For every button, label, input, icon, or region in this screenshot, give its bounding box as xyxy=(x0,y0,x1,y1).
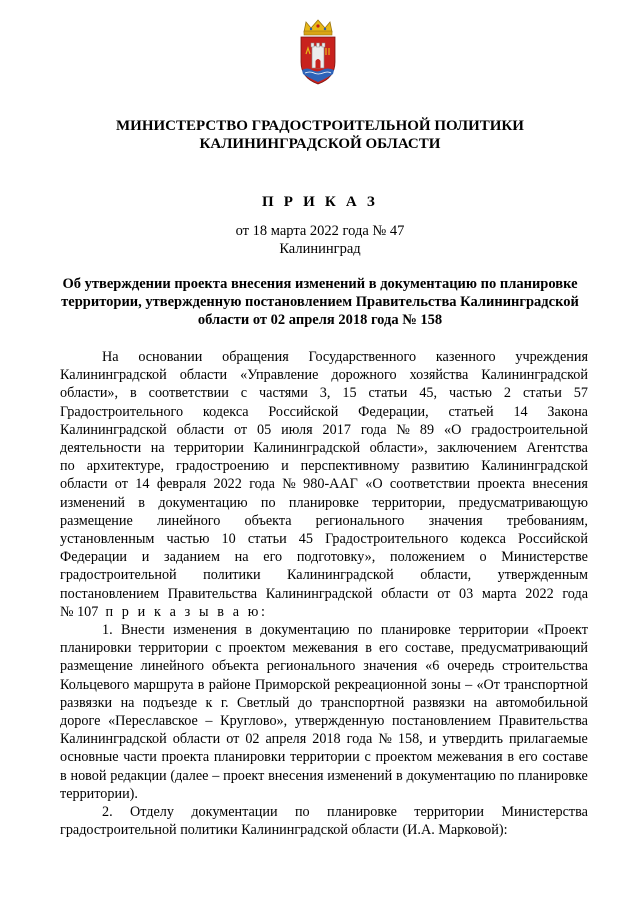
body-word: районе xyxy=(208,676,251,693)
body-word: «О xyxy=(444,421,462,438)
body-word: соответствии xyxy=(148,385,229,402)
body-word: года xyxy=(249,476,275,493)
body-word: автомобильной xyxy=(495,694,588,711)
body-word: по xyxy=(499,767,515,784)
body-word: области xyxy=(179,367,228,384)
body-word: утвержденным xyxy=(497,567,588,584)
body-word: изменений xyxy=(60,494,125,511)
body-word: Федерации, xyxy=(358,403,429,420)
body-word: Отделу xyxy=(130,804,174,821)
body-line xyxy=(60,730,588,748)
body-word: межевания xyxy=(292,640,359,657)
body-word: Приморской xyxy=(254,676,331,693)
body-word: 45, xyxy=(419,385,438,402)
body-word: территории xyxy=(174,440,244,457)
body-word: архитектуре, xyxy=(86,458,165,475)
body-word: планировке xyxy=(380,622,451,639)
body-word: 2017 xyxy=(322,421,351,438)
body-word: «6 xyxy=(425,658,440,675)
body-word: Круглово», xyxy=(220,713,288,730)
body-word: о xyxy=(479,549,487,566)
body-word: объекта xyxy=(244,512,292,529)
body-word: 57 xyxy=(573,385,588,402)
body-word: № 107 xyxy=(60,603,106,620)
body-word: от xyxy=(226,731,240,748)
body-word: в xyxy=(138,494,145,511)
body-word: соответствии xyxy=(389,476,471,493)
body-word: территории). xyxy=(60,785,138,802)
body-line xyxy=(60,748,588,766)
body-word: казенного xyxy=(435,349,496,365)
body-word: значения xyxy=(363,658,418,675)
body-word: размещение xyxy=(60,512,133,529)
body-word: – xyxy=(212,767,220,784)
body-word: хозяйства xyxy=(409,367,469,384)
body-word: его xyxy=(379,640,398,657)
body-word: прилагаемые xyxy=(508,731,588,748)
body-word: 89 xyxy=(419,421,435,438)
body-word: проекта xyxy=(477,476,526,493)
body-word: проектом xyxy=(375,749,433,766)
body-word: № xyxy=(396,421,410,438)
order-meta xyxy=(40,222,600,258)
body-word: Министерства xyxy=(501,804,588,821)
body-line xyxy=(60,403,588,421)
body-word: регионального xyxy=(315,512,405,529)
body-word: Калининградской xyxy=(287,567,394,584)
body-line xyxy=(60,821,588,839)
body-word: «О xyxy=(365,476,383,493)
body-word: статьи xyxy=(522,385,562,402)
body-word: в xyxy=(396,767,403,784)
kaliningrad-coat-of-arms-icon xyxy=(296,18,340,86)
body-line xyxy=(60,712,588,730)
body-word: Российской xyxy=(518,531,588,548)
body-word: от xyxy=(234,421,248,438)
body-word: обращения xyxy=(222,349,289,365)
ministry-line: КАЛИНИНГРАДСКОЙ ОБЛАСТИ xyxy=(199,136,441,152)
body-word: развитию xyxy=(411,458,470,475)
body-word: 03 xyxy=(458,585,474,602)
body-word: на xyxy=(234,549,249,566)
body-word: основании xyxy=(138,349,203,365)
order-subject xyxy=(50,275,590,329)
body-word: 45 xyxy=(298,531,313,548)
body-word: года xyxy=(360,421,387,438)
body-word: – xyxy=(465,676,473,693)
body-word: заданием xyxy=(164,549,220,566)
body-word: до xyxy=(297,694,313,711)
body-word: очередь xyxy=(447,658,495,675)
body-word: области, xyxy=(420,567,472,584)
body-word: на xyxy=(150,440,165,457)
body-word: Министерстве xyxy=(501,549,588,566)
body-word: линейного xyxy=(140,658,205,675)
body-word: постановлением xyxy=(391,713,491,730)
body-line xyxy=(60,366,588,384)
body-word: размещение xyxy=(60,658,133,675)
body-word: Градостроительного xyxy=(325,531,449,548)
body-word: планировке xyxy=(288,494,359,511)
body-word: кодекса xyxy=(460,531,506,548)
body-word: Калининградской xyxy=(60,421,167,438)
body-word: территории, xyxy=(372,494,446,511)
body-word: требованиям, xyxy=(506,512,588,529)
body-word: № xyxy=(378,731,392,748)
body-word: на xyxy=(120,694,135,711)
body-word: по xyxy=(260,494,276,511)
body-word: Калининградской xyxy=(265,585,373,602)
body-word: документации xyxy=(191,804,278,821)
body-word: апреля xyxy=(265,731,307,748)
body-word: области xyxy=(381,585,429,602)
body-word: планировке xyxy=(327,804,397,821)
body-word: линейного xyxy=(156,512,221,529)
body-word: маршрута xyxy=(133,676,194,693)
body-word: документацию xyxy=(260,622,350,639)
order-city: Калининград xyxy=(279,241,361,257)
body-word: территории xyxy=(290,749,360,766)
body-word: в xyxy=(197,676,205,693)
body-word: территории xyxy=(138,640,209,657)
body-word: межевания xyxy=(436,749,503,766)
body-word: учреждения xyxy=(515,349,588,365)
body-word: зоны xyxy=(431,676,461,693)
body-word: области», xyxy=(60,385,119,402)
body-word: Калининградской xyxy=(481,458,588,475)
body-word: статьи xyxy=(368,385,408,402)
body-line xyxy=(60,548,588,566)
body-word: 3, xyxy=(319,385,331,402)
body-word: территории xyxy=(459,622,529,639)
body-word: 158, xyxy=(397,731,423,748)
body-word: Закона xyxy=(547,403,588,420)
body-word: проектом xyxy=(228,640,286,657)
body-word: «Переславское xyxy=(108,713,198,730)
body-word: заключением xyxy=(437,440,517,457)
order-directive: п р и к а з ы в а ю: xyxy=(105,603,268,620)
body-word: новой xyxy=(70,767,107,784)
body-word: 15 xyxy=(342,385,357,402)
body-word: Правительства xyxy=(498,713,588,730)
body-word: года xyxy=(562,585,588,602)
body-word: статьей xyxy=(448,403,494,420)
body-line xyxy=(60,475,588,493)
body-line xyxy=(60,494,588,512)
body-line xyxy=(60,657,588,675)
body-word: в xyxy=(507,749,515,766)
body-word: с xyxy=(215,640,222,657)
subject-line: области от 02 апреля 2018 года № 158 xyxy=(197,312,443,328)
body-word: области», xyxy=(369,440,428,457)
body-word: планировки xyxy=(213,749,286,766)
body-word: 10 xyxy=(221,531,236,548)
body-word: подготовку», xyxy=(296,549,376,566)
body-word: проект xyxy=(223,767,265,784)
body-line xyxy=(60,676,588,694)
body-word: Калининградской xyxy=(481,367,588,384)
body-word: г. xyxy=(220,694,229,711)
body-word: к xyxy=(205,694,213,711)
body-word: внесения xyxy=(532,476,588,493)
body-line xyxy=(60,384,588,402)
body-word: значения xyxy=(428,512,483,529)
body-word: 2018 xyxy=(312,731,341,748)
body-word: редакции xyxy=(110,767,167,784)
body-word: 02 xyxy=(245,731,260,748)
body-word: в xyxy=(365,640,372,657)
body-word: основные xyxy=(60,749,119,766)
body-word: и xyxy=(141,549,150,566)
body-word: изменений xyxy=(327,767,393,784)
body-line xyxy=(60,421,588,439)
body-word: подъезде xyxy=(142,694,198,711)
body-word: утвердить xyxy=(442,731,503,748)
body-word: дорожного xyxy=(331,367,397,384)
body-word: Кольцевого xyxy=(60,676,130,693)
body-word: статьи xyxy=(247,531,287,548)
body-word: с xyxy=(240,385,248,402)
body-word: частями xyxy=(259,385,308,402)
body-word: Внести xyxy=(120,622,165,639)
body-line xyxy=(60,694,588,712)
body-word: развязки xyxy=(412,694,465,711)
body-line xyxy=(60,621,588,639)
body-word: части xyxy=(123,749,157,766)
body-word: объекта xyxy=(211,658,259,675)
body-word: февраля xyxy=(156,476,207,493)
subject-line: Об утверждении проекта внесения изменений в документацию по планировке xyxy=(62,276,578,292)
body-line xyxy=(60,803,588,821)
body-line xyxy=(60,512,588,530)
body-line xyxy=(60,767,588,785)
body-word: постановлением xyxy=(60,585,160,602)
body-word: и xyxy=(281,458,289,475)
body-line xyxy=(60,639,588,657)
body-word: Калининградской xyxy=(253,440,361,457)
body-word: 14 xyxy=(135,476,150,493)
body-word: на xyxy=(473,694,488,711)
body-word: 2. xyxy=(102,804,113,821)
body-word: 980-ААГ xyxy=(303,476,358,493)
body-word: июля xyxy=(281,421,313,438)
body-line xyxy=(60,585,588,603)
body-word: развязки xyxy=(60,694,113,711)
body-line xyxy=(60,348,588,366)
body-word: Агентства xyxy=(526,440,588,457)
body-word: дороге xyxy=(60,713,101,730)
body-word: транспортной xyxy=(320,694,405,711)
body-word: 14 xyxy=(513,403,528,420)
body-word: деятельности xyxy=(60,440,142,457)
ministry-line: МИНИСТЕРСТВО ГРАДОСТРОИТЕЛЬНОЙ ПОЛИТИКИ xyxy=(116,118,524,134)
body-word: Светлый xyxy=(237,694,290,711)
body-word: Градостроительного xyxy=(60,403,184,420)
body-line xyxy=(60,566,588,584)
body-word: года xyxy=(346,731,373,748)
body-word: составе, xyxy=(404,640,455,657)
body-word: документацию xyxy=(158,494,248,511)
body-word: утвержденную xyxy=(294,713,385,730)
body-word: его xyxy=(518,749,538,766)
body-word: установленным xyxy=(60,531,155,548)
body-word: «Проект xyxy=(537,622,588,639)
body-word: 1. xyxy=(102,622,113,639)
body-word: предусматривающую xyxy=(458,494,588,511)
body-word: области xyxy=(172,731,221,748)
body-word: территории xyxy=(414,804,484,821)
body-word: Калининградской xyxy=(60,367,167,384)
body-word: планировки xyxy=(60,640,132,657)
order-body xyxy=(60,348,588,839)
body-word: проекта xyxy=(161,749,210,766)
body-word: – xyxy=(205,713,213,730)
body-word: Правительства xyxy=(167,585,258,602)
body-word: в xyxy=(245,622,252,639)
body-word: № xyxy=(282,476,296,493)
order-date-number: от 18 марта 2022 года № 47 xyxy=(235,223,405,239)
body-word: Калининградской xyxy=(60,731,167,748)
body-word: в xyxy=(130,385,137,402)
body-word: Федерации xyxy=(60,549,128,566)
body-word: частью xyxy=(448,385,492,402)
body-word: по xyxy=(357,622,373,639)
body-word: 2022 xyxy=(213,476,242,493)
body-word: перспективному xyxy=(300,458,400,475)
body-word: в xyxy=(60,767,67,784)
body-word: градостроительной политики Калининградской области (И.А. Марковой): xyxy=(60,822,508,839)
body-word: планировке xyxy=(517,767,588,784)
body-word: рекреационной xyxy=(334,676,427,693)
body-line xyxy=(60,785,588,803)
body-word: Государственного xyxy=(308,349,417,365)
body-word: изменения xyxy=(173,622,237,639)
body-word: марта xyxy=(481,585,517,602)
body-word: регионального xyxy=(266,658,356,675)
body-word: частью xyxy=(166,531,210,548)
body-word: Российской xyxy=(268,403,339,420)
body-word: транспортной xyxy=(504,676,588,693)
body-word: На xyxy=(102,349,119,365)
body-word: 2022 xyxy=(525,585,554,602)
order-title: П Р И К А З xyxy=(261,194,379,210)
body-word: политики xyxy=(203,567,261,584)
body-word: составе xyxy=(542,749,588,766)
body-word: от xyxy=(437,585,451,602)
body-word: и xyxy=(428,731,437,748)
body-word: «От xyxy=(476,676,500,693)
body-word: его xyxy=(263,549,283,566)
ministry-name xyxy=(40,117,600,153)
subject-line: территории, утвержденную постановлением Правительства Калининградской xyxy=(61,294,579,310)
body-word: области xyxy=(176,421,225,438)
body-word: документацию xyxy=(406,767,496,784)
body-line xyxy=(60,530,588,548)
body-word: 05 xyxy=(257,421,272,438)
body-word: 2 xyxy=(503,385,512,402)
body-line xyxy=(60,603,588,621)
body-word: по xyxy=(60,458,75,475)
body-word: области xyxy=(60,476,108,493)
body-word: «Управление xyxy=(240,367,319,384)
body-word: предусматривающий xyxy=(461,640,588,657)
body-word: с xyxy=(364,749,371,766)
body-word: градостроению xyxy=(176,458,270,475)
body-word: положением xyxy=(390,549,465,566)
body-word: от xyxy=(114,476,128,493)
body-word: кодекса xyxy=(202,403,249,420)
body-word: градостроительной xyxy=(471,421,588,438)
body-word: градостроительной xyxy=(60,567,177,584)
body-word: (далее xyxy=(170,767,209,784)
body-word: строительства xyxy=(502,658,588,675)
body-word: внесения xyxy=(268,767,324,784)
body-line xyxy=(60,439,588,457)
body-line xyxy=(60,457,588,475)
body-word: по xyxy=(294,804,310,821)
